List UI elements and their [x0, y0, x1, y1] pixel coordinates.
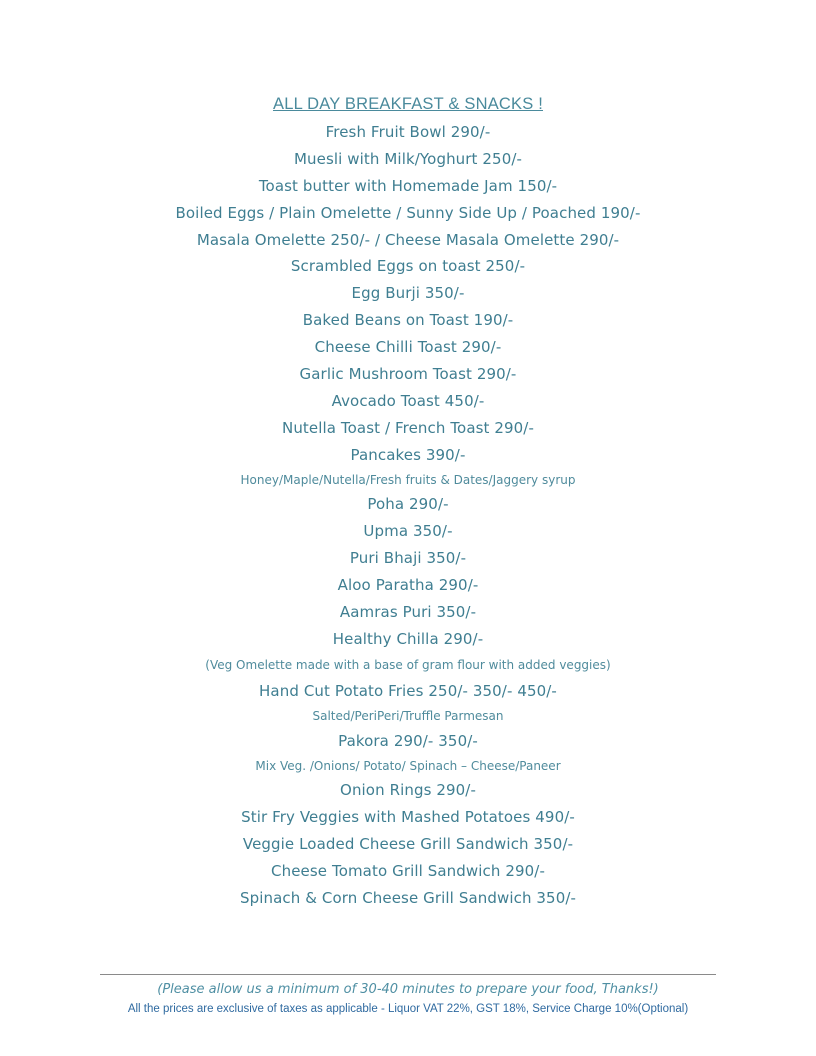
- menu-item: Hand Cut Potato Fries 250/- 350/- 450/-: [259, 682, 557, 701]
- tax-note: All the prices are exclusive of taxes as applicable - Liquor VAT 22%, GST 18%, Service Charge 10%(Optional): [127, 1003, 689, 1015]
- menu-item-description: Mix Veg. /Onions/ Potato/ Spinach – Cheese/Paneer: [255, 758, 561, 773]
- menu-item: Cheese Tomato Grill Sandwich 290/-: [271, 861, 545, 880]
- menu-item: Avocado Toast 450/-: [331, 391, 485, 410]
- menu-item: Stir Fry Veggies with Mashed Potatoes 490/-: [241, 808, 575, 827]
- menu-item: Garlic Mushroom Toast 290/-: [299, 365, 517, 384]
- menu-item-description: Honey/Maple/Nutella/Fresh fruits & Dates/Jaggery syrup: [240, 472, 576, 487]
- menu-list: [0, 119, 816, 912]
- menu-item: Veggie Loaded Cheese Grill Sandwich 350/-: [242, 834, 574, 853]
- menu-item: Egg Burji 350/-: [351, 284, 465, 303]
- menu-item: Cheese Chilli Toast 290/-: [314, 338, 502, 357]
- menu-item: Toast butter with Homemade Jam 150/-: [258, 176, 558, 195]
- menu-section: [0, 92, 816, 912]
- menu-item: Healthy Chilla 290/-: [332, 629, 484, 648]
- menu-item: Pancakes 390/-: [350, 445, 466, 464]
- menu-item-description: Salted/PeriPeri/Truffle Parmesan: [312, 709, 504, 724]
- prep-time-note: (Please allow us a minimum of 30-40 minutes to prepare your food, Thanks!): [157, 982, 659, 997]
- menu-item: Muesli with Milk/Yoghurt 250/-: [294, 149, 522, 168]
- menu-item: Upma 350/-: [363, 521, 453, 540]
- menu-item: Spinach & Corn Cheese Grill Sandwich 350/-: [239, 888, 577, 907]
- menu-item: Baked Beans on Toast 190/-: [302, 311, 514, 330]
- menu-item: Nutella Toast / French Toast 290/-: [282, 418, 534, 437]
- menu-item: Masala Omelette 250/- / Cheese Masala Omelette 290/-: [196, 230, 620, 249]
- footer-divider: [100, 974, 716, 975]
- menu-item-description: (Veg Omelette made with a base of gram flour with added veggies): [205, 658, 611, 673]
- menu-item: Aamras Puri 350/-: [339, 602, 477, 621]
- menu-item: Scrambled Eggs on toast 250/-: [290, 257, 526, 276]
- menu-item: Puri Bhaji 350/-: [349, 548, 467, 567]
- menu-item: Aloo Paratha 290/-: [337, 575, 479, 594]
- menu-title: ALL DAY BREAKFAST & SNACKS !: [272, 95, 543, 113]
- menu-item: Boiled Eggs / Plain Omelette / Sunny Side Up / Poached 190/-: [175, 203, 641, 222]
- menu-item: Poha 290/-: [367, 495, 449, 514]
- menu-item: Pakora 290/- 350/-: [338, 731, 478, 750]
- menu-item: Fresh Fruit Bowl 290/-: [325, 123, 491, 141]
- menu-item: Onion Rings 290/-: [340, 781, 476, 800]
